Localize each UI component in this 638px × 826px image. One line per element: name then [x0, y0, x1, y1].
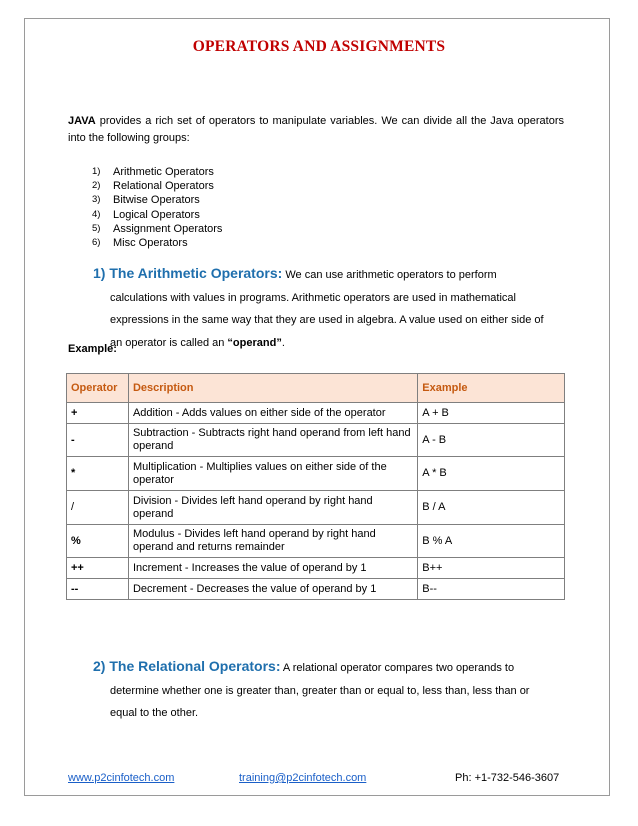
operand-term: “operand” [227, 336, 282, 349]
operands-term: operands [456, 662, 502, 674]
java-keyword: JAVA [68, 115, 96, 127]
list-item: 3) Bitwise Operators [92, 194, 200, 207]
section-heading: 1) The Arithmetic Operators: [93, 265, 283, 281]
intro-text: provides a rich set of operators to manipulate variables. We can divide all the Java operators into the following groups: [68, 115, 564, 144]
section-relational: 2) The Relational Operators: A relational operator compares two operands to determine whether one is greater than, greater than or equal to, less than, less than or equal to the other. [93, 655, 548, 725]
footer-phone: Ph: +1-732-546-3607 [455, 772, 560, 784]
list-item: 4) Logical Operators [92, 208, 200, 221]
table-row: -- Decrement - Decreases the value of operand by 1 B-- [67, 579, 565, 600]
column-header: Description [128, 374, 417, 403]
intro-paragraph [68, 113, 564, 147]
operator-term: operator [340, 662, 382, 674]
operators-table [66, 373, 565, 600]
column-header: Operator [67, 374, 129, 403]
list-item: 6) Misc Operators [92, 237, 188, 250]
footer-website-link[interactable]: www.p2cinfotech.com [68, 772, 175, 784]
example-label: Example: [68, 343, 117, 355]
section-body: calculations with values in programs. Arithmetic operators are used in mathematical expressions in the same way that they are used in algebra. A value used on either side of an operator is called an “operand”. [110, 291, 544, 349]
section-heading: 2) The Relational Operators: [93, 658, 281, 674]
table-row: % Modulus - Divides left hand operand by right hand operand and returns remainder B % A [67, 525, 565, 558]
section-body: determine whether one is greater than, greater than or equal to, less than, less than or equal to the other. [110, 684, 530, 719]
table-row: ++ Increment - Increases the value of operand by 1 B++ [67, 558, 565, 579]
list-item: 5) Assignment Operators [92, 222, 223, 235]
list-item: 1) Arithmetic Operators [92, 166, 214, 178]
table-row: + Addition - Adds values on either side of the operator A + B [67, 403, 565, 424]
column-header: Example [418, 374, 565, 403]
footer-email-link[interactable]: training@p2cinfotech.com [239, 772, 367, 784]
section-arithmetic: 1) The Arithmetic Operators: We can use arithmetic operators to perform calculations with values in programs. Arithmetic operators are used in mathematical expressions in the same way that they are used in algebra. A value used on either side of an operator is called an “operand”. [93, 262, 548, 354]
table-header-row [67, 374, 565, 403]
table-row: - Subtraction - Subtracts right hand operand from left hand operand A - B [67, 424, 565, 457]
table-row: * Multiplication - Multiplies values on either side of the operator A * B [67, 457, 565, 491]
page-title: OPERATORS AND ASSIGNMENTS [192, 38, 446, 55]
list-item: 2) Relational Operators [92, 180, 214, 193]
table-row: / Division - Divides left hand operand by right hand operand B / A [67, 491, 565, 525]
operator-groups-list [92, 165, 222, 250]
